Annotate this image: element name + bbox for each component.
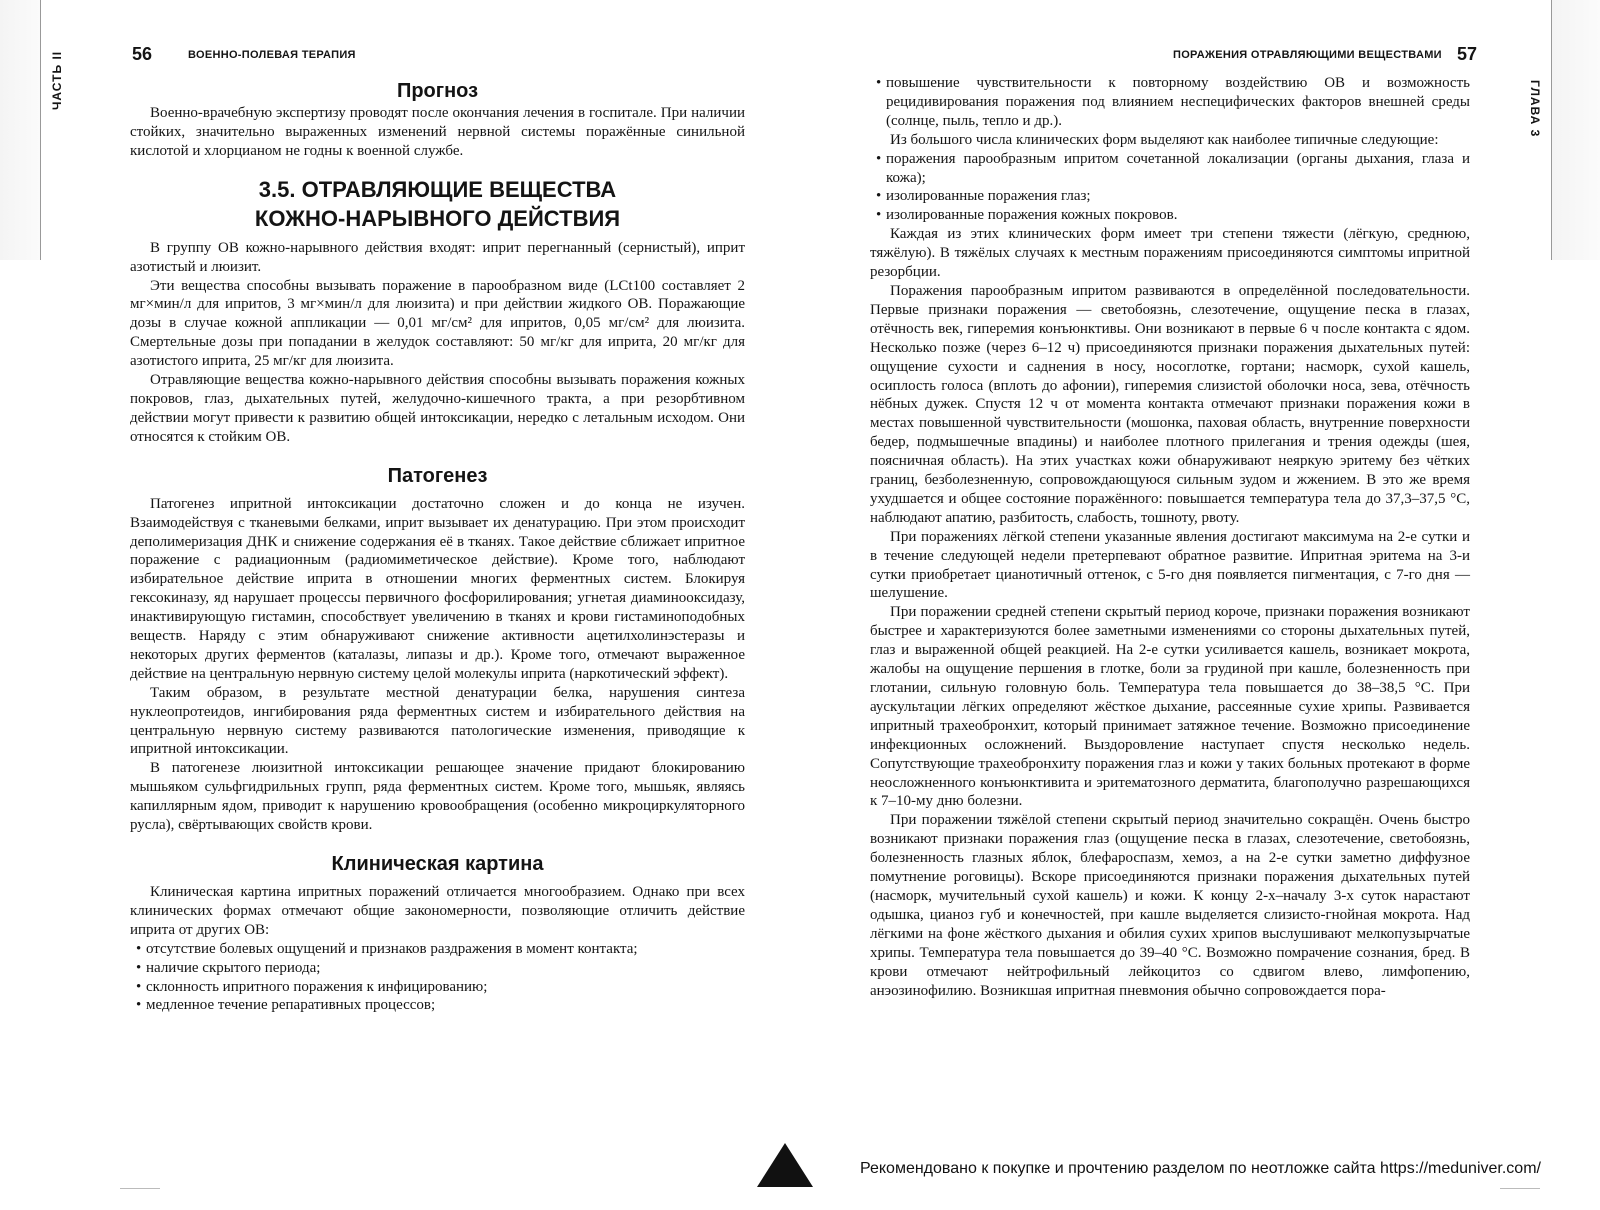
running-head: ПОРАЖЕНИЯ ОТРАВЛЯЮЩИМИ ВЕЩЕСТВАМИ (1173, 49, 1442, 61)
page-edge-scan (1551, 0, 1600, 260)
chapter-title (130, 175, 745, 233)
left-text-column (130, 78, 745, 1015)
paragraph: Эти вещества способны вызывать поражение в парообразном виде (LCt100 составляет 2 мг×мин/л для ипритов, 3 мг×мин/л для люизита) и при действии жидкого ОВ. Поражающие дозы в случае кожной аппликации — 0,01 мг/см² для ипритов, 0,05 мг/см² для люизита. Смертельные дозы при попадании в желудок составляют: 50 мг/кг для иприта, 20 мг/кг для азотистого иприта, 25 мг/кг для люизита. (130, 277, 745, 370)
page-number: 57 (1457, 44, 1478, 64)
bullet-list (130, 940, 745, 1016)
right-text-column (870, 74, 1470, 1000)
paragraph: При поражении тяжёлой степени скрытый период значительно сокращён. Очень быстро возникают признаки поражения глаз (ощущение песка в глазах, слезотечение, светобоязнь, болезненность глазных яблок, блефароспазм, хемоз, а на 2-е сутки заметно диффузное помутнение роговицы). Вскоре присоединяются признаки поражения дыхательных путей (насморк, мучительный сухой кашель) и кожи. К концу 2-х–началу 3-х суток нарастают одышка, цианоз губ и конечностей, при кашле выделяется слизисто-гнойная мокрота. Над лёгкими на фоне жёсткого дыхания и обилия сухих хрипов выслушивают мелкопузырчатые хрипы. Температура тела повышается до 39–40 °С. Возможно помрачение сознания, бред. В крови отмечают нейтрофильный лейкоцитоз со сдвигом влево, лимфопению, анэозинофилию. Возникшая ипритная пневмония обычно сопровождается пора- (870, 812, 1470, 999)
paragraph: В группу ОВ кожно-нарывного действия входят: иприт перегнанный (сернистый), иприт азотистый и люизит. (130, 239, 745, 275)
page-number: 56 (132, 44, 153, 64)
section-heading-prognoz: Прогноз (396, 80, 479, 102)
list-item: • склонность ипритного поражения к инфицированию; (130, 978, 745, 997)
page-edge-line (1500, 1188, 1540, 1189)
chapter-title-line: 3.5. ОТРАВЛЯЮЩИЕ ВЕЩЕСТВА (258, 176, 617, 202)
bullet-list (870, 150, 1470, 226)
paragraph: При поражениях лёгкой степени указанные явления достигают максимума на 2-е сутки и в течение следующей недели претерпевают обратное развитие. Ипритная эритема на 3-и сутки приобретает цианотичный оттенок, с 5-го дня появляется пигментация, с 7-го дня — шелушение. (870, 528, 1470, 602)
list-item: • медленное течение репаративных процессов; (130, 996, 745, 1015)
page-edge-line (120, 1188, 160, 1189)
paragraph: Патогенез ипритной интоксикации достаточно сложен и до конца не изучен. Взаимодействуя с тканевыми белками, иприт вызывает их денатурацию. При этом происходит деполимеризация ДНК и снижение содержания её в тканях. Такое действие сближает ипритное поражение с радиационным (радиомиметическое действие). Кроме того, наблюдают избирательное действие иприта в отношении многих ферментных систем. Блокируя гексокиназу, яд нарушает процессы первичного фосфорилирования; угнетая диаминооксидазу, инактивирующую гистамин, способствует увеличению в тканях и крови гистаминоподобных веществ. Наряду с этим обнаруживают снижение активности ацетилхолинэстеразы и некоторых других ферментов (каталазы, липазы и др.). Кроме того, отмечают выраженное действие на центральную нервную систему целой молекулы иприта (наркотический эффект). (130, 495, 745, 682)
paragraph: Клиническая картина ипритных поражений отличается многообразием. Однако при всех клинических формах отмечают общие закономерности, позволяющие отличить действие иприта от других ОВ: (130, 884, 745, 938)
chapter-title-line: КОЖНО-НАРЫВНОГО ДЕЙСТВИЯ (254, 205, 621, 231)
paragraph: Военно-врачебную экспертизу проводят после окончания лечения в госпитале. При наличии стойких, значительно выраженных изменений нервной системы поражённые синильной кислотой и хлорцианом не годны к военной службе. (130, 105, 745, 159)
footer-note: Рекомендовано к покупке и прочтению разделом по неотложке сайта https://meduniver.com/ (860, 1160, 1541, 1177)
paragraph: При поражении средней степени скрытый период короче, признаки поражения возникают быстрее и характеризуются более заметными изменениями со стороны дыхательных путей, глаз и выраженной общей реакцией. На 2-е сутки усиливается кашель, возникает мокрота, жалобы на ощущение першения в глотке, боли за грудиной при кашле, болезненность при глотании, сильную головную боль. Температура тела повышается до 38–38,5 °С. При аускультации лёгких определяют жёсткое дыхание, рассеянные сухие хрипы. Развивается ипритный трахеобронхит, который принимает затяжное течение. Возможно присоединение инфекционных осложнений. Выздоровление наступает спустя несколько недель. Сопутствующие трахеобронхиту поражения глаз и кожи у таких больных протекают в форме неосложненного конъюнктивита и эритематозного дерматита, благополучно разрешающихся к 7–10-му дню болезни. (870, 604, 1470, 810)
arrow-up-icon (757, 1143, 813, 1187)
section-heading-klinika: Клиническая картина (331, 853, 544, 875)
paragraph: Каждая из этих клинических форм имеет три степени тяжести (лёгкую, среднюю, тяжёлую). В тяжёлых случаях к местным поражениям присоединяются симптомы ипритной резорбции. (870, 226, 1470, 281)
bullet-list (870, 74, 1470, 131)
right-page (790, 0, 1600, 1210)
list-item: • отсутствие болевых ощущений и признаков раздражения в момент контакта; (130, 940, 745, 959)
part-side-tab: ЧАСТЬ II (50, 50, 64, 110)
list-item: • изолированные поражения кожных покровов. (870, 206, 1470, 225)
chapter-side-tab: ГЛАВА 3 (1528, 80, 1542, 138)
running-head: ВОЕННО-ПОЛЕВАЯ ТЕРАПИЯ (188, 49, 356, 61)
list-item: • изолированные поражения глаз; (870, 187, 1470, 206)
section-heading-patogenez: Патогенез (387, 464, 488, 487)
page-edge-scan (0, 0, 41, 260)
paragraph: В патогенезе люизитной интоксикации решающее значение придают блокированию мышьяком сульфгидрильных групп, ряда ферментных систем. Кроме того, мышьяк, являясь капиллярным ядом, приводит к нарушению кровообращения (особенно микроциркуляторного русла), свёртывающих свойств крови. (130, 760, 745, 834)
paragraph: Отравляющие вещества кожно-нарывного действия способны вызывать поражения кожных покровов, глаз, дыхательных путей, желудочно-кишечного тракта, а при резорбтивном действии могут привести к развитию общей интоксикации, нередко с летальным исходом. Они относятся к стойким ОВ. (130, 372, 745, 445)
list-item: • повышение чувствительности к повторному воздействию ОВ и возможность рецидивирования поражения под влиянием неспецифических факторов внешней среды (солнце, пыль, тепло и др.). (870, 74, 1470, 131)
left-page (0, 0, 790, 1210)
paragraph: Таким образом, в результате местной денатурации белка, нарушения синтеза нуклеопротеидов, ингибирования ряда ферментных систем и избирательного действия на центральную нервную систему развиваются патологические изменения, приводящие к ипритной интоксикации. (130, 684, 745, 758)
paragraph: Из большого числа клинических форм выделяют как наиболее типичные следующие: (890, 131, 1439, 148)
paragraph: Поражения парообразным ипритом развиваются в определённой последовательности. Первые признаки поражения — светобоязнь, слезотечение, ощущение песка в глазах, отёчность век, гиперемия конъюнктивы. Они возникают в первые 6 ч после контакта с ядом. Несколько позже (через 6–12 ч) присоединяются признаки поражения дыхательных путей: ощущение сухости и саднения в носу, носоглотке, гортани; насморк, сухой кашель, осиплость голоса (вплоть до афонии), гиперемия слизистой оболочки носа, зева, отёчность нёбных дужек. Спустя 12 ч от момента контакта отмечают признаки поражения кожи в местах повышенной чувствительности (мошонка, паховая область, внутренние поверхности бедер, подмышечные впадины) и наиболее плотного прилегания и трения одежды (шея, поясничная область). На этих участках кожи обнаруживают неяркую эритему без чётких границ, безболезненную, сопровождающуюся сильным зудом и жжением. В это же время ухудшается и общее состояние поражённого: повышается температура тела до 37,3–37,5 °С, наблюдают апатию, разбитость, слабость, тошноту, рвоту. (870, 282, 1470, 526)
list-item: • наличие скрытого периода; (130, 959, 745, 978)
list-item: • поражения парообразным ипритом сочетанной локализации (органы дыхания, глаза и кожа); (870, 150, 1470, 188)
